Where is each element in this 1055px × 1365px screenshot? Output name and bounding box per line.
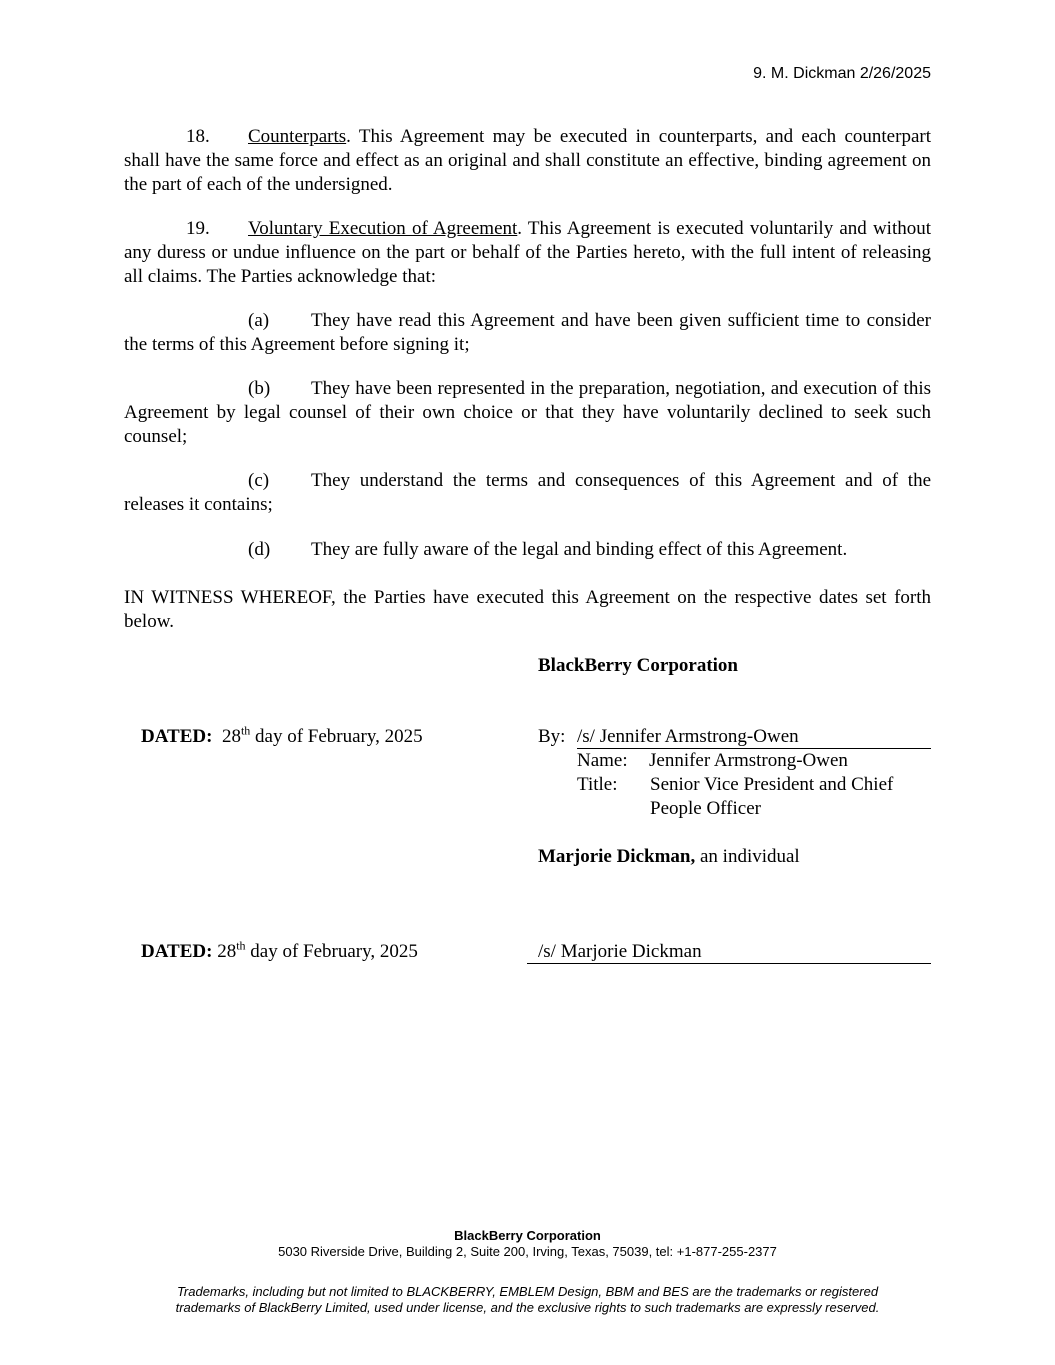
clause-a <box>124 309 931 357</box>
clause-c-label: (c) <box>248 470 270 491</box>
clause-d-text: They are fully aware of the legal and binding effect of this Agreement. <box>311 539 848 560</box>
section-18-text: . This Agreement may be executed in counterparts, and each counterpart shall have the same force and effect as an original and shall constitute an effective, binding agreement on the part of each of the undersigned. <box>124 126 931 195</box>
footer-trademark-line1: Trademarks, including but not limited to BLACKBERRY, EMBLEM Design, BBM and BES are the trademarks or registered <box>176 1284 879 1299</box>
clause-c <box>124 469 931 517</box>
individual-signature-date <box>141 940 418 964</box>
section-19-text: . This Agreement is executed voluntarily and without any duress or undue influence on the part or behalf of the Parties hereto, with the full intent of releasing all claims. The Parties acknowledge that: <box>124 218 932 287</box>
footer-company: BlackBerry Corporation <box>454 1228 601 1243</box>
dated-label-2: DATED: <box>141 941 213 962</box>
section-19-title: Voluntary Execution of Agreement <box>248 218 518 239</box>
company-signature: /s/ Jennifer Armstrong-Owen <box>577 726 799 747</box>
footer-trademark-line2: trademarks of BlackBerry Limited, used under license, and the exclusive rights to such trademarks are expressly reserved. <box>175 1300 880 1315</box>
signer-name: Jennifer Armstrong-Owen <box>649 750 848 771</box>
date2-rest: day of February, 2025 <box>245 941 418 962</box>
clause-a-label: (a) <box>248 310 270 331</box>
section-19-number: 19. <box>186 218 210 239</box>
company-signatory-heading: BlackBerry Corporation <box>538 655 739 676</box>
date1-suffix: th <box>240 723 251 738</box>
signer-title-line1: Senior Vice President and Chief <box>650 774 894 795</box>
date2-suffix: th <box>236 938 246 953</box>
document-page <box>124 0 931 1365</box>
clause-b-label: (b) <box>248 378 271 399</box>
section-19 <box>124 217 931 289</box>
individual-suffix: an individual <box>695 846 800 867</box>
individual-name: Marjorie Dickman, <box>538 846 696 867</box>
date2-day: 28 <box>217 941 237 962</box>
by-label: By: <box>538 726 566 747</box>
clause-d-label: (d) <box>248 539 271 560</box>
footer-address: 5030 Riverside Drive, Building 2, Suite 200, Irving, Texas, 75039, tel: +1-877-255-2377 <box>278 1244 777 1259</box>
clause-c-text: They understand the terms and consequences of this Agreement and of the releases it contains; <box>124 470 931 515</box>
individual-signatory-heading <box>538 845 800 869</box>
company-signature-date <box>141 725 423 749</box>
individual-signature-line <box>527 940 931 964</box>
signer-title-line2: People Officer <box>650 798 761 819</box>
company-signature-line <box>577 725 931 749</box>
witness-clause: IN WITNESS WHEREOF, the Parties have executed this Agreement on the respective dates set forth below. <box>124 587 931 632</box>
section-18 <box>124 125 931 197</box>
clause-a-text: They have read this Agreement and have been given sufficient time to consider the terms of this Agreement before signing it; <box>124 310 931 355</box>
dated-label: DATED: <box>141 726 213 747</box>
individual-signature: /s/ Marjorie Dickman <box>538 941 702 962</box>
title-label: Title: <box>577 774 618 795</box>
clause-b <box>124 377 931 449</box>
section-18-title: Counterparts <box>248 126 347 147</box>
name-label: Name: <box>577 750 628 771</box>
clause-d <box>124 538 931 562</box>
date1-day: 28 <box>221 726 241 747</box>
section-18-number: 18. <box>186 126 210 147</box>
date1-rest: day of February, 2025 <box>250 726 423 747</box>
document-reference: 9. M. Dickman 2/26/2025 <box>753 65 931 82</box>
clause-b-text: They have been represented in the preparation, negotiation, and execution of this Agreement by legal counsel of their own choice or that they have voluntarily declined to seek such counsel; <box>124 378 931 447</box>
